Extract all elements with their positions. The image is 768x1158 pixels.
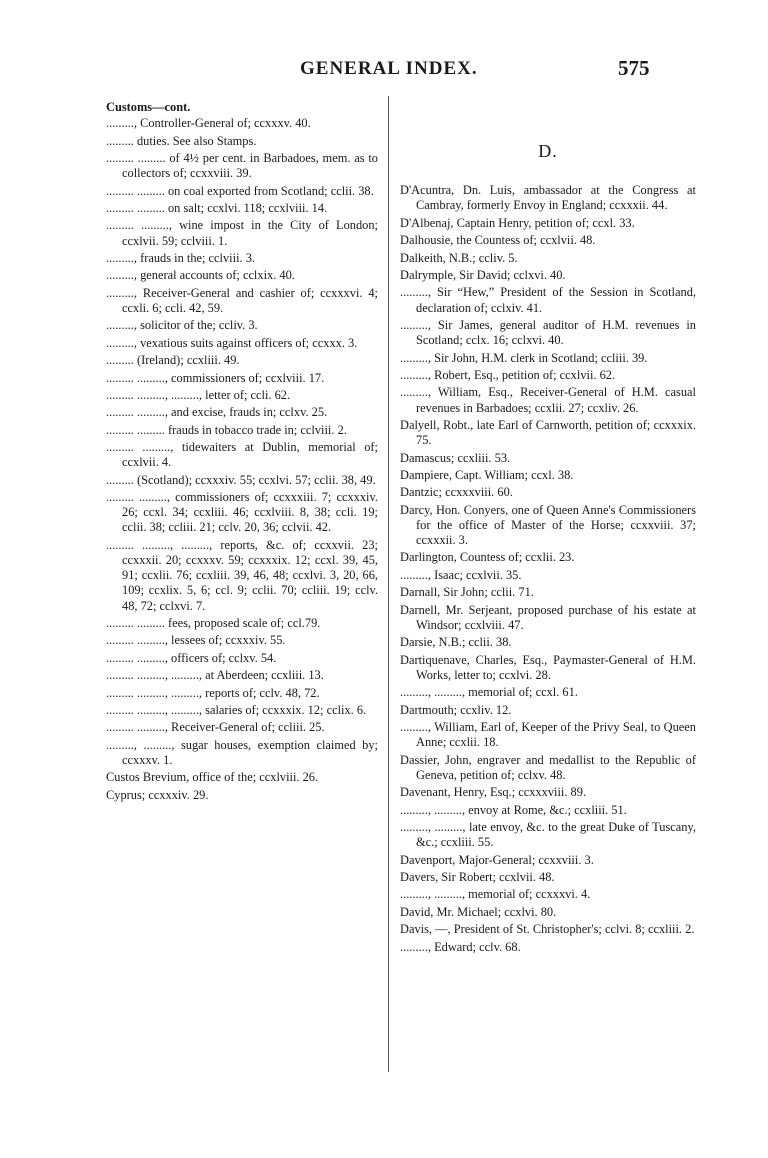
index-entry: ........., Sir John, H.M. clerk in Scotland; ccliii. 39.	[400, 350, 648, 365]
index-entry: ......... ......... on coal exported from Scotland; cclii. 38.	[106, 183, 374, 198]
index-entry: ......... ......... fees, proposed scale of; ccl.79.	[106, 616, 321, 631]
index-entry: ......... ........., ........., letter of; ccli. 62.	[106, 387, 291, 402]
index-entry: Damascus; ccxliii. 53.	[400, 450, 511, 465]
index-entry: ......... (Ireland); ccxliii. 49.	[106, 353, 240, 368]
index-entry: ........., Controller-General of; ccxxxv. 40.	[106, 116, 311, 131]
column-divider	[388, 96, 389, 1072]
index-entry: ........., ........., sugar houses, exemption claimed by; ccxxxv. 1.	[106, 737, 378, 767]
index-entry: ......... ........., ........., salaries of; ccxxxix. 12; cclix. 6.	[106, 703, 367, 717]
right-column	[400, 100, 696, 957]
index-entry: ........., ........., late envoy, &c. to the great Duke of Tuscany, &c.; ccxliii. 55.	[400, 819, 696, 850]
index-entry: ......... ........., and excise, frauds in; cclxv. 25.	[106, 405, 328, 420]
index-entry: ........., Sir “Hew,” President of the Session in Scotland, declaration of; cclxiv. 41.	[400, 285, 696, 315]
index-entry: D'Acuntra, Dn. Luis, ambassador at the Congress at Cambray, formerly Envoy in England; ccxxxii. 44.	[400, 183, 696, 213]
index-entry: ........., Receiver-General and cashier of; ccxxxvi. 4; ccxli. 6; ccli. 42, 59.	[106, 285, 378, 315]
index-entry: ......... ........., commissioners of; ccxxxiii. 7; ccxxxiv. 26; ccxl. 34; ccxliii. 46; ccxlviii. 8, 38; ccli. 19; cclii. 38; ccliii. 21; cclv. 20, 36; cclvii. 42.	[106, 490, 378, 535]
index-entry: Dalhousie, the Countess of; ccxlvii. 48.	[400, 233, 596, 248]
index-entry: Custos Brevium, office of the; ccxlviii. 26.	[106, 770, 319, 785]
index-entry: ........., William, Esq., Receiver-General of H.M. casual revenues in Barbadoes; ccxlii. 27; ccxliv. 26.	[400, 385, 696, 415]
index-entry: Darnell, Mr. Serjeant, proposed purchase of his estate at Windsor; ccxlviii. 47.	[400, 602, 696, 632]
index-entry: Davers, Sir Robert; ccxlvii. 48.	[400, 869, 555, 884]
index-entry: ......... ........., wine impost in the City of London; ccxlvii. 59; cclviii. 1.	[106, 218, 378, 248]
index-entry: ........., William, Earl of, Keeper of the Privy Seal, to Queen Anne; ccxlii. 18.	[400, 720, 696, 750]
index-entry: ......... ........., officers of; cclxv. 54.	[106, 650, 277, 665]
index-entry: Darsie, N.B.; cclii. 38.	[400, 635, 512, 650]
left-column-heading: Customs—cont.	[106, 100, 191, 114]
index-entry: Dalyell, Robt., late Earl of Carnworth, petition of; ccxxxix. 75.	[400, 417, 696, 448]
index-entry: ......... (Scotland); ccxxxiv. 55; ccxlvi. 57; cclii. 38, 49.	[106, 472, 376, 487]
index-entry: ......... ........., ........., reports of; cclv. 48, 72.	[106, 685, 320, 700]
index-entry: Dartmouth; ccxliv. 12.	[400, 702, 512, 717]
index-entry: ........., ........., memorial of; ccxl. 61.	[400, 685, 578, 700]
index-entry: Davis, —, President of St. Christopher's; cclvi. 8; ccxliii. 2.	[400, 922, 695, 937]
index-entry: ......... ........., commissioners of; ccxlviii. 17.	[106, 370, 325, 385]
index-entry: Darlington, Countess of; ccxlii. 23.	[400, 550, 575, 565]
index-entry: ......... duties. See also Stamps.	[106, 133, 257, 148]
index-entry: Dassier, John, engraver and medallist to the Republic of Geneva, petition of; cclxv. 48.	[400, 752, 696, 782]
index-entry: ......... ......... on salt; ccxlvi. 118; ccxlviii. 14.	[106, 200, 328, 215]
index-entry: ......... ........., ........., at Aberdeen; ccxliii. 13.	[106, 668, 324, 683]
index-entry: D'Albenaj, Captain Henry, petition of; ccxl. 33.	[400, 215, 635, 230]
index-entry: ......... ......... frauds in tobacco trade in; cclviii. 2.	[106, 422, 347, 437]
page-number: 575	[618, 56, 650, 80]
index-entry: ........., ........., memorial of; ccxxxvi. 4.	[400, 887, 591, 902]
index-entry: ........., Robert, Esq., petition of; ccxlvii. 62.	[400, 367, 616, 382]
index-entry: ........., frauds in the; cclviii. 3.	[106, 250, 256, 265]
index-entry: Dalrymple, Sir David; cclxvi. 40.	[400, 267, 566, 282]
index-entry: Dampiere, Capt. William; ccxl. 38.	[400, 467, 574, 482]
running-title: GENERAL INDEX.	[300, 58, 478, 79]
index-entry: ......... ........., tidewaiters at Dublin, memorial of; ccxlvii. 4.	[106, 440, 378, 470]
index-entry: ......... ........., Receiver-General of; ccliii. 25.	[106, 720, 325, 735]
index-entry: ........., vexatious suits against officers of; ccxxx. 3.	[106, 335, 358, 350]
index-entry: Davenport, Major-General; ccxxviii. 3.	[400, 852, 594, 867]
index-entry: ......... ........., ........., reports, &c. of; ccxxvii. 23; ccxxxii. 20; ccxxxv. 59; ccxxxix. 12; ccxl. 39, 45, 91; ccxlii. 76; ccxliii. 39, 46, 48; ccxlvi. 3, 20, 66, 109; ccxlix. 5, 6; ccl. 9; cclii. 70; ccliii. 19; cclv. 48, 72; cclxvi. 7.	[106, 537, 378, 613]
index-entry: ........., Isaac; ccxlvii. 35.	[400, 567, 522, 582]
index-entry: ........., Edward; cclv. 68.	[400, 939, 521, 954]
index-entry: ........., Sir James, general auditor of H.M. revenues in Scotland; cclx. 16; cclxvi. 40.	[400, 317, 696, 348]
index-entry: Darcy, Hon. Conyers, one of Queen Anne's Commissioners for the office of Master of the Horse; ccxxviii. 37; ccxxxii. 3.	[400, 502, 696, 548]
index-entry: Dalkeith, N.B.; ccliv. 5.	[400, 250, 518, 265]
index-entry: Dartiquenave, Charles, Esq., Paymaster-General of H.M. Works, letter to; ccxlvi. 28.	[400, 652, 696, 682]
index-entry: Dantzic; ccxxxviii. 60.	[400, 485, 513, 500]
index-entry: ......... ........., lessees of; ccxxxiv. 55.	[106, 633, 286, 648]
section-heading-d: D.	[538, 141, 558, 161]
index-entry: ........., ........., envoy at Rome, &c.; ccxliii. 51.	[400, 802, 627, 817]
index-entry: ........., solicitor of the; ccliv. 3.	[106, 318, 258, 333]
left-column	[106, 100, 378, 805]
index-entry: ......... ......... of 4½ per cent. in Barbadoes, mem. as to collectors of; ccxxviii. 39.	[106, 150, 378, 181]
index-entry: Cyprus; ccxxxiv. 29.	[106, 787, 209, 802]
left-entry-list	[106, 116, 378, 803]
index-entry: ........., general accounts of; cclxix. 40.	[106, 268, 295, 283]
index-entry: Darnall, Sir John; cclii. 71.	[400, 585, 534, 600]
right-entry-list	[400, 183, 696, 955]
index-entry: Davenant, Henry, Esq.; ccxxxviii. 89.	[400, 785, 587, 800]
index-entry: David, Mr. Michael; ccxlvi. 80.	[400, 904, 557, 919]
